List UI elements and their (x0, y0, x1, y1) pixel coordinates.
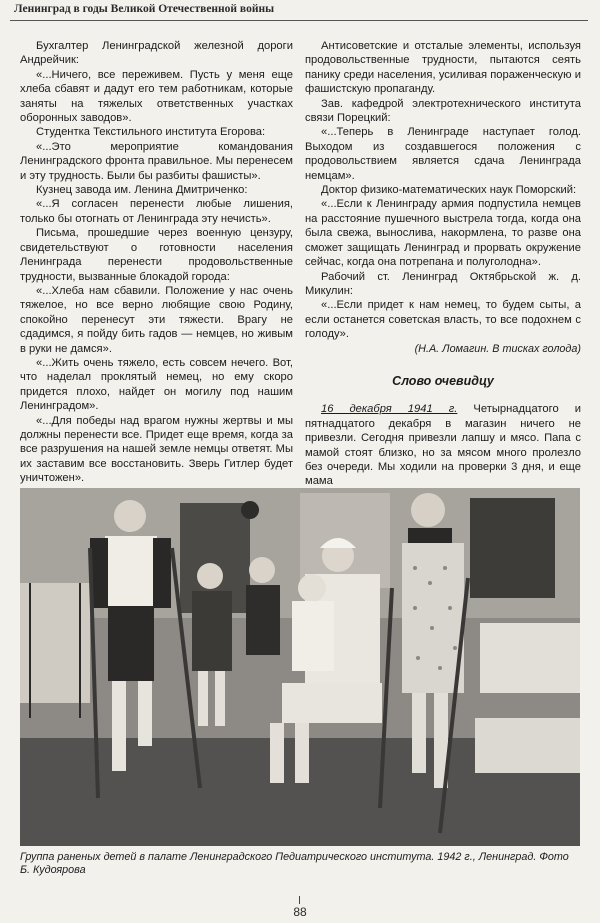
quote: «...Теперь в Ленинграде наступает голод. Выходом из создавшегося положения с продовольствием является сдача Ленинграда немцам». (305, 126, 581, 182)
quote: «...Если придет к нам немец, то будем сыты, а если останется советская власть, то все подохнем с голоду». (305, 299, 581, 341)
paragraph: Доктор физико-математических наук Поморский: (321, 184, 577, 197)
section-title: Слово очевидцу (392, 373, 494, 388)
quote: «...Если к Ленинграду армия подпустила немцев на расстояние пушечного выстрела тогда, когда она была свежа, вынослива, накормлена, то разве она сможет защищать Ленинград и прорвать окружение сейчас, когда она потрепана и полуголодна». (305, 198, 581, 269)
paragraph: Рабочий ст. Ленинград Октябрьской ж. д. Микулин: (305, 270, 581, 297)
diary-date: 16 декабря 1941 г. (321, 403, 458, 416)
page-number: 88 (293, 905, 307, 919)
quote: «...Хлеба нам сбавили. Положение у нас очень тяжелое, но все верно любящие свою Родину, спокойно перенесут эти тяжести. Врагу не сдадимся, я пойду бить гадов — немцев, но живым в руки не дамся». (20, 284, 293, 355)
historical-photo (20, 488, 580, 846)
quote: «...Это мероприятие командования Ленинградского фронта правильное. Мы перенесем и эту трудность. Были бы разбиты фашисты». (20, 140, 293, 182)
paragraph: Зав. кафедрой электротехнического института связи Порецкий: (305, 97, 581, 125)
paragraph: Антисоветские и отсталые элементы, используя продовольственные трудности, пытаются сеять панику среди населения, усиливая пораженческую и фашистскую пропаганду. (305, 40, 581, 96)
running-head: Ленинград в годы Великой Отечественной войны (14, 3, 275, 15)
paragraph: Бухгалтер Ленинградской железной дороги Андрейчик: (20, 40, 293, 67)
left-column (20, 39, 293, 486)
page-marker (299, 896, 300, 904)
photo-caption: Группа раненых детей в палате Ленинградского Педиатрического института. 1942 г., Ленинград. Фото Б. Кудоярова (20, 851, 569, 877)
photo-illustration (20, 488, 580, 846)
source-citation: (Н.А. Ломагин. В тисках голода) (414, 342, 581, 355)
paragraph: Студентка Текстильного института Егорова: (36, 126, 266, 139)
diary-text: Четырнадцатого и пятнадцатого декабря в магазин ничего не привезли. Сегодня привезли лапшу и мясо. Папа с мамой стоят близко, но за мясом много пролезло без очереди. Мы ходили на проверки 3 дня, и еще мама (305, 403, 581, 488)
quote: «...Для победы над врагом нужны жертвы и мы должны перенести все. Придет еще время, когда за все разрушения на нашей земле немцы ответят. Мы их заставим все восстановить. Зверь Гитлер будет уничтожен». (20, 414, 293, 485)
quote: «...Жить очень тяжело, есть совсем нечего. Вот, что наделал проклятый немец, но ему скоро придется плохо, найдет он могилу под нашим Ленинградом». (20, 356, 293, 413)
paragraph: Письма, прошедшие через военную цензуру, свидетельствуют о готовности населения Ленинграда перенести продовольственные трудности, вызванные блокадой города: (20, 227, 293, 283)
right-column (305, 39, 581, 489)
quote: «...Я согласен перенести любые лишения, только бы отогнать от Ленинграда эту нечисть». (20, 198, 293, 225)
paragraph: Кузнец завода им. Ленина Дмитриченко: (36, 184, 248, 197)
header-rule (10, 20, 588, 21)
diary-entry (305, 402, 581, 488)
quote: «...Ничего, все переживем. Пусть у меня еще хлеба сбавят и дадут его тем работникам, которые заняты на тяжелых ответственных участках оборонных заводов». (20, 68, 293, 125)
